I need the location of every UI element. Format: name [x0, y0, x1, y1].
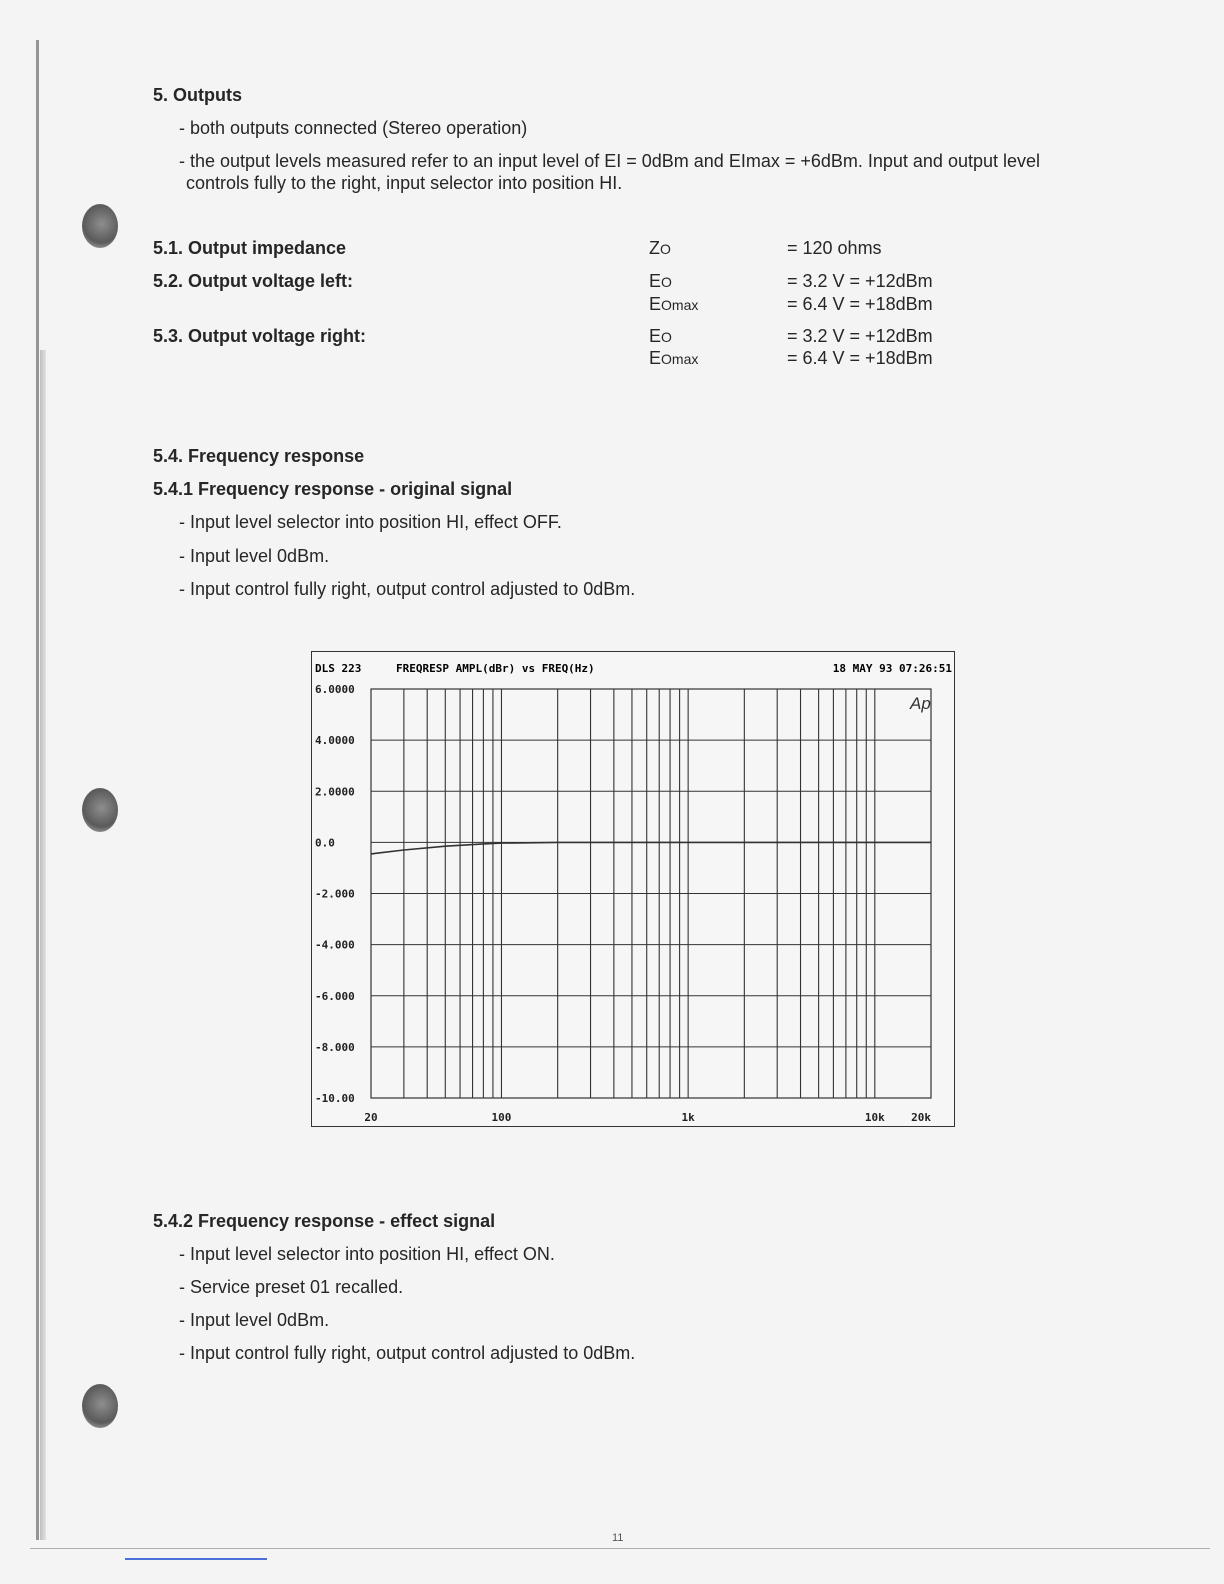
spec-label: 5.3. Output voltage right: — [153, 326, 367, 346]
spec-value: = 6.4 V = +18dBm — [787, 348, 933, 368]
section-heading: 5.4. Frequency response — [153, 446, 365, 466]
x-tick-label: 1k — [681, 1111, 695, 1124]
bullet: - Input level selector into position HI, effect OFF. — [179, 512, 562, 532]
bullet: - both outputs connected (Stereo operation) — [179, 118, 528, 138]
subsection-heading: 5.4.2 Frequency response - effect signal — [153, 1211, 496, 1231]
page-number: 11 — [612, 1532, 624, 1544]
y-tick-label: -6.000 — [315, 989, 355, 1003]
bullet-continuation: controls fully to the right, input selector into position HI. — [186, 173, 623, 193]
chart-header-right: 18 MAY 93 07:26:51 — [832, 662, 952, 675]
scan-edge-shadow — [40, 350, 46, 1540]
y-tick-label: -8.000 — [315, 1040, 355, 1054]
bullet: - Input control fully right, output control adjusted to 0dBm. — [179, 1343, 636, 1363]
spec-symbol: EO — [649, 326, 672, 346]
spec-value: = 3.2 V = +12dBm — [787, 271, 933, 291]
bullet: - Input level selector into position HI, effect ON. — [179, 1244, 555, 1264]
spec-symbol: EO — [649, 271, 672, 291]
chart-title: FREQRESP AMPL(dBr) vs FREQ(Hz) — [396, 662, 595, 675]
x-tick-label: 100 — [491, 1111, 512, 1124]
scan-edge — [36, 40, 39, 1540]
spec-value: = 6.4 V = +18dBm — [787, 294, 933, 314]
response-curve — [371, 842, 931, 854]
spec-symbol: EOmax — [649, 348, 699, 368]
punch-hole — [82, 204, 118, 248]
y-tick-label: -2.000 — [315, 887, 355, 901]
spec-value: = 120 ohms — [787, 238, 882, 258]
chart-header-left: DLS 223 — [315, 662, 362, 675]
y-tick-label: 2.0000 — [315, 785, 355, 799]
punch-hole — [82, 1384, 118, 1428]
section-heading: 5. Outputs — [153, 85, 242, 105]
chart-canvas — [312, 652, 956, 1128]
spec-label: 5.1. Output impedance — [153, 238, 347, 258]
spec-symbol: EOmax — [649, 294, 699, 314]
subsection-heading: 5.4.1 Frequency response - original signal — [153, 479, 513, 499]
frequency-response-chart — [311, 651, 955, 1127]
footer-rule — [30, 1548, 1210, 1549]
x-tick-label: 20 — [364, 1111, 378, 1124]
footer-mark — [125, 1558, 267, 1560]
spec-label: 5.2. Output voltage left: — [153, 271, 354, 291]
audio-precision-logo: Ap — [910, 694, 931, 713]
y-tick-label: -10.00 — [315, 1092, 355, 1105]
y-tick-label: 0.0 — [315, 836, 335, 850]
bullet: - Service preset 01 recalled. — [179, 1277, 404, 1297]
bullet: - Input level 0dBm. — [179, 546, 330, 566]
punch-hole — [82, 788, 118, 832]
bullet: - the output levels measured refer to an input level of EI = 0dBm and EImax = +6dBm. Input and output level — [179, 151, 1041, 171]
spec-value: = 3.2 V = +12dBm — [787, 326, 933, 346]
y-tick-label: 4.0000 — [315, 734, 355, 748]
y-tick-label: -4.000 — [315, 938, 355, 952]
spec-symbol: ZO — [649, 238, 671, 258]
x-tick-label: 10k — [864, 1111, 885, 1124]
x-tick-label: 20k — [911, 1111, 931, 1124]
bullet: - Input control fully right, output control adjusted to 0dBm. — [179, 579, 636, 599]
y-tick-label: 6.0000 — [315, 683, 355, 696]
bullet: - Input level 0dBm. — [179, 1310, 330, 1330]
